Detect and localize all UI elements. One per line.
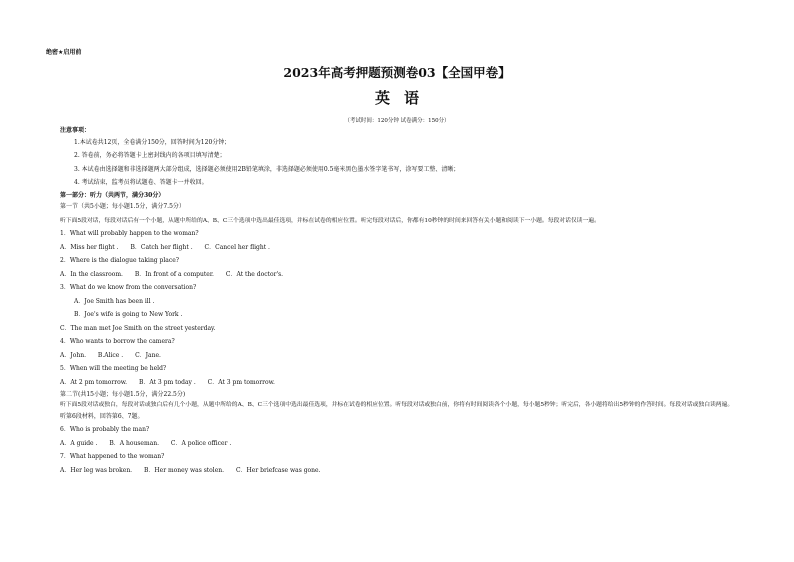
option: A．John.: [60, 351, 86, 359]
question-1-options: [60, 244, 760, 253]
option: C．Her briefcase was gone.: [235, 466, 321, 474]
exam-title: 2023年高考押题预测卷03【全国甲卷】: [283, 65, 511, 80]
section1-instructions: 听下面5段对话，每段对话后有一个小题，从题中所给的A、B、C三个选项中选出最佳选项，并标在试卷的相应位置。听完每段对话后，你都有10秒钟的时间来回答有关小题和阅读下一小题。每段对话仅读一遍。: [60, 217, 600, 224]
question-3-option-a: A．Joe Smith has been ill .: [74, 297, 155, 305]
question-2: 2．Where is the dialogue taking place?: [60, 257, 180, 264]
option: B．In front of a computer.: [134, 270, 214, 278]
section1-heading: 第一节（共5小题；每小题1.5分，满分7.5分）: [60, 203, 185, 210]
option: C．Jane.: [135, 351, 161, 359]
question-3-option-b: B．Joe's wife is going to New York .: [74, 311, 183, 318]
notice-heading: 注意事项：: [60, 127, 91, 134]
exam-meta: （考试时间：120分钟 试卷满分：150分）: [344, 118, 450, 124]
option: A．In the classroom.: [60, 270, 123, 278]
subject-title: 英语: [374, 89, 433, 107]
exam-body: [60, 127, 760, 475]
section2-heading: 第二节(共15小题；每小题1.5分，满分22.5分): [60, 391, 186, 398]
option: B．Her money was stolen.: [144, 466, 225, 474]
material-6-heading: 听第6段材料，回答第6、7题。: [60, 412, 144, 420]
notice-item-2: 2. 答卷前，务必将答题卡上密封线内的各项目填写清楚；: [74, 152, 226, 159]
question-3: 3．What do we know from the conversation?: [60, 284, 197, 291]
option: C．Cancel her flight .: [204, 243, 270, 251]
question-5: 5．When will the meeting be held?: [60, 365, 167, 372]
option: B．A houseman.: [109, 439, 159, 447]
question-4-options: [60, 352, 760, 361]
option: A．At 2 pm tomorrow.: [60, 378, 128, 386]
question-7-options: [60, 467, 760, 476]
confidential-mark: 绝密★启用前: [46, 49, 82, 56]
option: A．Miss her flight .: [60, 243, 119, 251]
option: A．A guide .: [60, 439, 98, 447]
notice-item-3: 3. 本试卷由选择题和非选择题两大部分组成，选择题必须使用2B铅笔填涂，非选择题必须使用0.5毫米黑色墨水签字笔书写，涂写要工整、清晰；: [74, 165, 460, 173]
option: B．At 3 pm today .: [138, 378, 196, 386]
question-6-options: [60, 440, 760, 449]
option: C．A police officer .: [170, 439, 232, 447]
question-1: 1．What will probably happen to the woman?: [60, 230, 199, 237]
question-7: 7．What happened to the woman?: [60, 453, 165, 460]
option: A．Her leg was broken.: [60, 466, 133, 474]
option: B．Catch her flight .: [130, 243, 193, 251]
question-6: 6．Who is probably the man?: [60, 426, 150, 433]
notice-item-1: 1.本试卷共12页，全卷满分150分，回答时间为120分钟；: [74, 138, 231, 146]
question-5-options: [60, 379, 760, 388]
question-2-options: [60, 271, 760, 280]
part1-heading: 第一部分：听力（共两节，满分30分）: [60, 191, 165, 199]
question-4: 4．Who wants to borrow the camera?: [60, 338, 175, 345]
option: C．At 3 pm tomorrow.: [207, 378, 275, 386]
question-3-option-c: C．The man met Joe Smith on the street yesterday.: [60, 324, 216, 332]
section2-instructions: 听下面5段对话或独白，每段对话或独白后有几个小题，从题中所给的A、B、C三个选项中选出最佳选项，并标在试卷的相应位置。听每段对话或独白前，你将有时间阅读各个小题，每小题5秒钟；听完后，各小题将给出5秒钟的作答时间。每段对话或独白读两遍。: [60, 401, 734, 408]
notice-item-4: 4. 考试结束，监考员将试题卷、答题卡一并收回。: [74, 179, 208, 186]
option: B.Alice .: [97, 351, 124, 359]
option: C．At the doctor's.: [225, 270, 284, 278]
